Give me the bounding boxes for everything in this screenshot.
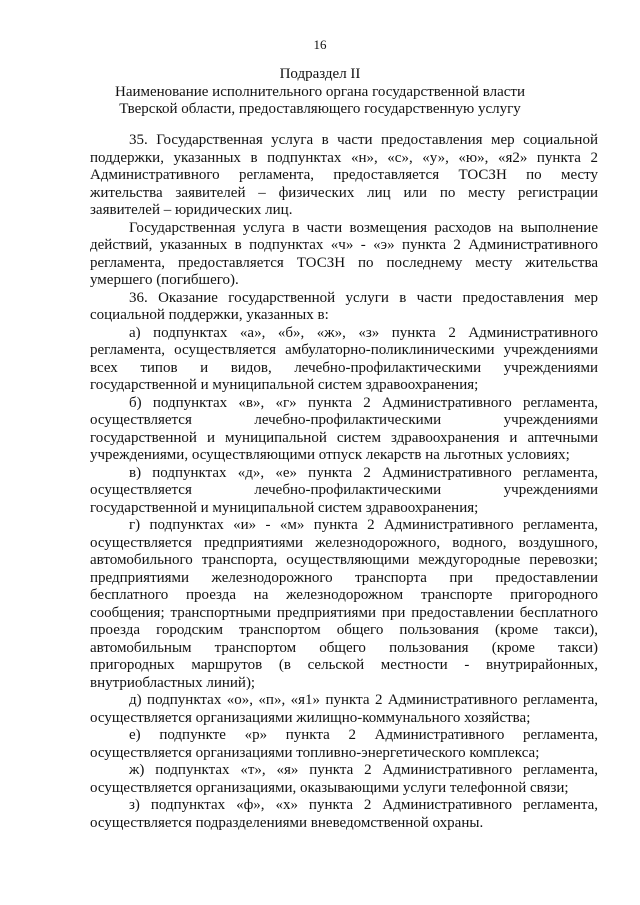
text-line: осуществляется лечебно-профилактическими учреждениями bbox=[90, 412, 598, 428]
text-line: жительства заявителей – физических лиц или по месту регистрации bbox=[90, 184, 598, 201]
text-line: осуществляется подразделениями вневедомственной охраны. bbox=[90, 814, 484, 831]
text-line: г) подпунктах «и» - «м» пункта 2 Административного регламента, bbox=[129, 517, 598, 533]
text-line: государственной и муниципальной систем здравоохранения и аптечными bbox=[90, 429, 598, 446]
text-line: е) подпункте «р» пункта 2 Административного регламента, bbox=[129, 727, 598, 743]
text-line: в) подпунктах «д», «е» пункта 2 Административного регламента, bbox=[129, 464, 598, 481]
text-line: б) подпунктах «в», «г» пункта 2 Административного регламента, bbox=[129, 394, 598, 411]
text-line: бесплатного проезда на железнодорожном транспорте пригородного bbox=[90, 587, 598, 603]
text-line: умершего (погибшего). bbox=[90, 272, 239, 288]
text-line: государственной и муниципальной систем здравоохранения; bbox=[90, 377, 479, 393]
text-line: з) подпунктах «ф», «х» пункта 2 Административного регламента, bbox=[129, 797, 598, 813]
subsection-subtitle-line-1: Наименование исполнительного органа государственной власти bbox=[114, 84, 526, 100]
text-line: 35. Государственная услуга в части предоставления мер социальной bbox=[129, 132, 598, 148]
text-line: автомобильного транспорта, осуществляющими междугородные перевозки; bbox=[90, 552, 598, 568]
text-line: регламента, предоставляется ТОСЗН по последнему месту жительства bbox=[90, 254, 598, 271]
text-line: регламента, осуществляется амбулаторно-поликлиническими учреждениями bbox=[90, 342, 598, 358]
text-line: д) подпунктах «о», «п», «я1» пункта 2 Административного регламента, bbox=[129, 692, 598, 708]
text-line: социальной поддержки, указанных в: bbox=[90, 307, 329, 323]
text-line: осуществляется организациями жилищно-коммунального хозяйства; bbox=[90, 709, 531, 726]
text-line: Государственная услуга в части возмещения расходов на выполнение bbox=[129, 219, 598, 236]
text-line: всех типов и видов, лечебно-профилактическими учреждениями bbox=[90, 359, 598, 376]
text-line: проезда городским транспортом общего пользования (кроме такси), bbox=[90, 622, 598, 638]
text-line: предприятиями железнодорожного транспорта при предоставлении bbox=[90, 569, 598, 586]
text-line: осуществляется организациями, оказывающими услуги телефонной связи; bbox=[90, 779, 569, 796]
subsection-subtitle-line-2: Тверской области, предоставляющего государственную услугу bbox=[119, 101, 521, 117]
text-line: Административного регламента, предоставляется ТОСЗН по месту bbox=[90, 167, 598, 183]
page-number: 16 bbox=[313, 37, 327, 52]
text-line: автомобильным транспортом общего пользования (кроме такси) bbox=[90, 639, 598, 656]
text-line: поддержки, указанных в подпунктах «н», «с», «у», «ю», «я2» пункта 2 bbox=[90, 149, 598, 166]
text-line: осуществляется предприятиями железнодорожного, водного, воздушного, bbox=[90, 534, 598, 551]
body-text bbox=[90, 132, 598, 832]
text-line: ж) подпунктах «т», «я» пункта 2 Административного регламента, bbox=[129, 762, 598, 778]
text-line: учреждениями, осуществляющими отпуск лекарств на льготных условиях; bbox=[90, 447, 570, 463]
text-line: пригородных маршрутов (в сельской местности - внутрирайонных, bbox=[90, 657, 598, 673]
text-line: 36. Оказание государственной услуги в части предоставления мер bbox=[129, 289, 598, 306]
text-line: государственной и муниципальной систем здравоохранения; bbox=[90, 499, 479, 516]
text-line: сообщения; транспортными предприятиями при предоставлении бесплатного bbox=[90, 604, 598, 621]
text-line: действий, указанных в подпунктах «ч» - «э» пункта 2 Административного bbox=[90, 237, 598, 253]
text-line: осуществляется лечебно-профилактическими учреждениями bbox=[90, 482, 598, 498]
text-line: а) подпунктах «а», «б», «ж», «з» пункта 2 Административного bbox=[129, 324, 598, 341]
text-line: осуществляется организациями топливно-энергетического комплекса; bbox=[90, 744, 540, 761]
text-line: внутриобластных линий); bbox=[90, 674, 256, 691]
subsection-title: Подраздел II bbox=[279, 66, 361, 82]
text-line: заявителей – юридических лиц. bbox=[90, 202, 293, 218]
